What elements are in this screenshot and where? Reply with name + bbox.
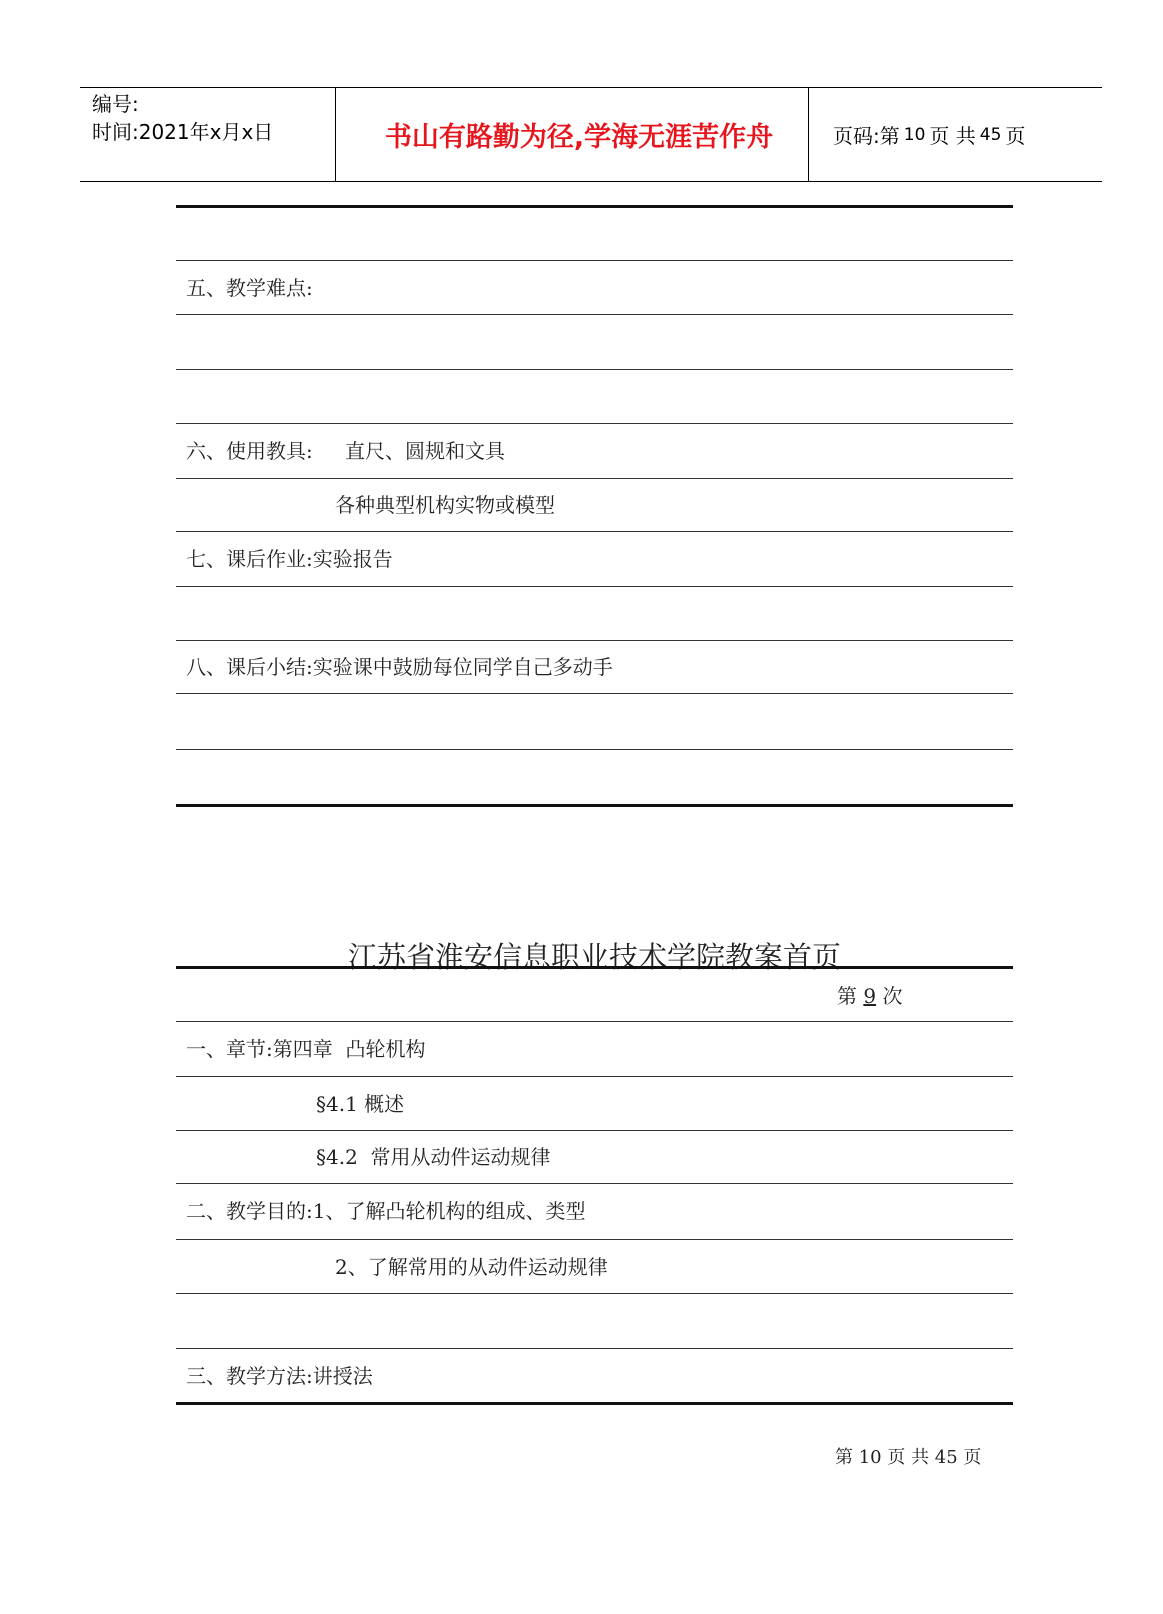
page-suffix: 页: [1005, 124, 1026, 148]
row-rule: [176, 314, 1013, 315]
page-header: [80, 87, 1102, 182]
homework-label: 七、课后作业:实验报告: [186, 547, 393, 571]
row-rule: [176, 1348, 1013, 1349]
row-rule: [176, 640, 1013, 641]
session-count: [837, 984, 902, 1008]
page-prefix: 页码:第: [833, 124, 900, 148]
page-footer: 第 10 页 共 45 页: [835, 1447, 982, 1468]
subsection-item: §4.1 概述: [316, 1092, 405, 1116]
time-label: 时间:2021年x月x日: [92, 120, 274, 144]
serial-label: 编号:: [92, 92, 139, 116]
row-rule: [176, 531, 1013, 532]
header-motto: 书山有路勤为径,学海无涯苦作舟: [384, 122, 774, 153]
table-top-rule: [176, 205, 1013, 208]
row-rule: [176, 1239, 1013, 1240]
session-prefix: 第: [837, 984, 857, 1008]
row-rule: [176, 749, 1013, 750]
row-rule: [176, 260, 1013, 261]
row-rule: [176, 1076, 1013, 1077]
row-rule: [176, 1183, 1013, 1184]
session-number: 9: [863, 984, 877, 1008]
row-rule: [176, 369, 1013, 370]
method-label: 三、教学方法:讲授法: [186, 1364, 373, 1388]
page-mid: 页 共: [929, 124, 976, 148]
table-bottom-rule: [176, 1402, 1013, 1405]
tools-item: 直尺、圆规和文具: [345, 439, 505, 463]
session-suffix: 次: [882, 984, 903, 1008]
header-divider: [808, 88, 809, 181]
row-rule: [176, 1293, 1013, 1294]
tools-label: 六、使用教具:: [186, 439, 313, 463]
subsection-item: §4.2 常用从动件运动规律: [316, 1145, 551, 1169]
page-total: 45: [979, 124, 1002, 145]
row-rule: [176, 586, 1013, 587]
row-rule: [176, 478, 1013, 479]
row-rule: [176, 1130, 1013, 1131]
row-rule: [176, 1021, 1013, 1022]
tools-item: 各种典型机构实物或模型: [335, 493, 555, 517]
page-current: 10: [903, 124, 926, 145]
row-rule: [176, 423, 1013, 424]
document-title: 江苏省淮安信息职业技术学院教案首页: [347, 940, 841, 974]
difficulty-label: 五、教学难点:: [186, 276, 313, 300]
summary-label: 八、课后小结:实验课中鼓励每位同学自己多动手: [186, 655, 613, 679]
table-top-rule: [176, 966, 1013, 969]
header-meta: [92, 90, 273, 146]
header-page-number: [833, 88, 1025, 181]
goal-item: 2、了解常用的从动件运动规律: [335, 1255, 608, 1279]
row-rule: [176, 693, 1013, 694]
goal-label: 二、教学目的:1、了解凸轮机构的组成、类型: [186, 1199, 586, 1223]
chapter-label: 一、章节:第四章 凸轮机构: [186, 1037, 426, 1061]
table-bottom-rule: [176, 804, 1013, 807]
